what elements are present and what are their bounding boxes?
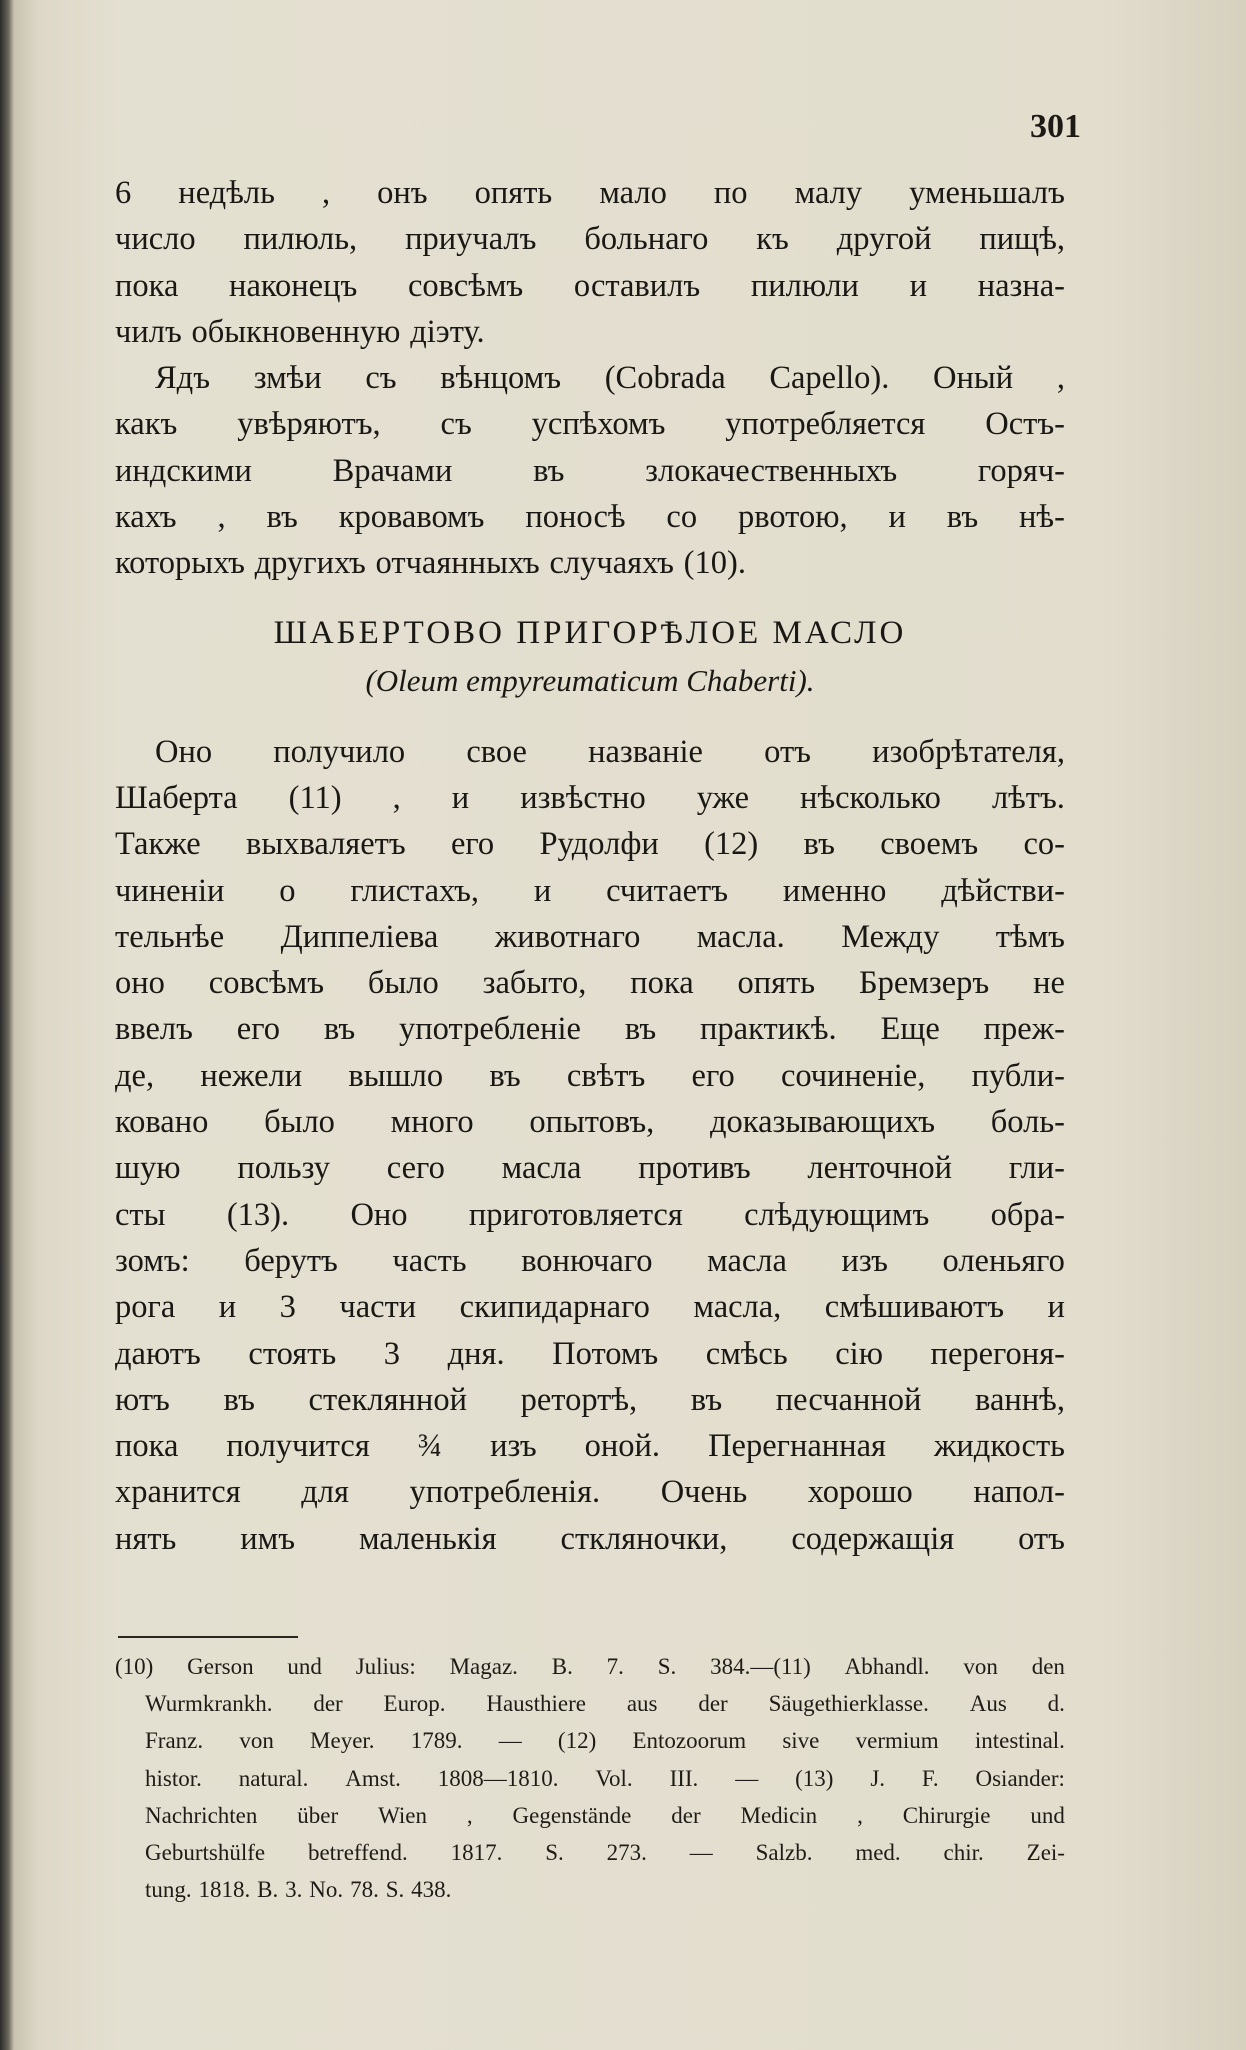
text-line: зомъ: берутъ часть вонючаго масла изъ оленьяго xyxy=(115,1242,1065,1279)
footnote-divider xyxy=(118,1636,298,1638)
footnotes xyxy=(115,1648,1065,1908)
text-line: нять имъ маленькія стклянoчки, содержащія отъ xyxy=(115,1520,1065,1557)
section-heading: ШАБЕРТОВО ПРИГОРѢЛОЕ МАСЛО xyxy=(273,614,907,651)
text-line: пока получится ¾ изъ оной. Перегнанная жидкость xyxy=(115,1428,1065,1465)
text-line: де, нежели вышло въ свѣтъ его сочиненіе, публи- xyxy=(115,1057,1065,1094)
footnote-line: Wurmkrankh. der Europ. Hausthiere aus der Säugethierklasse. Aus d. xyxy=(145,1691,1065,1717)
text-line: пока наконецъ совсѣмъ оставилъ пилюли и назна- xyxy=(115,267,1065,304)
text-line: оно совсѣмъ было забыто, пока опять Бремзеръ не xyxy=(115,965,1065,1002)
footnote-line: Franz. von Meyer. 1789. — (12) Entozoorum sive vermium intestinal. xyxy=(145,1728,1065,1754)
text-line: индскими Врачами въ злокачественныхъ горяч- xyxy=(115,452,1065,489)
text-line: чиненіи о глистахъ, и считаетъ именно дѣйстви- xyxy=(115,872,1065,909)
text-line: Шаберта (11) , и извѣстно уже нѣсколько лѣтъ. xyxy=(115,779,1065,816)
footnote-line: tung. 1818. B. 3. No. 78. S. 438. xyxy=(145,1877,452,1903)
text-line: шую пользу сего масла противъ ленточной гли- xyxy=(115,1150,1065,1187)
page-number: 301 xyxy=(1030,108,1081,145)
section-subheading: (Oleum empyreumaticum Chaberti). xyxy=(365,662,815,698)
text-line: сты (13). Оно приготовляется слѣдующимъ обра- xyxy=(115,1196,1065,1233)
text-line: тельнѣе Диппеліева животнаго масла. Между тѣмъ xyxy=(115,918,1065,955)
main-text xyxy=(115,170,1065,1562)
footnote-line: Geburtshülfe betreffend. 1817. S. 273. — Salzb. med. chir. Zei- xyxy=(145,1839,1065,1865)
book-spine-shadow xyxy=(0,0,14,2050)
text-line: число пилюль, приучалъ больнаго къ другой пищѣ, xyxy=(115,221,1065,258)
text-line: Также выхваляетъ его Рудолфи (12) въ своемъ со- xyxy=(115,826,1065,863)
text-line: Ядъ змѣи съ вѣнцомъ (Cobrada Capello). Оный , xyxy=(155,360,1065,397)
text-line: кахъ , въ кровавомъ поносѣ со рвотою, и въ нѣ- xyxy=(115,499,1065,536)
text-line: какъ увѣряютъ, съ успѣхомъ употребляется Остъ- xyxy=(115,406,1065,443)
text-line: ютъ въ стеклянной ретортѣ, въ песчанной ваннѣ, xyxy=(115,1381,1065,1418)
text-line: рога и 3 части скипидарнаго масла, смѣшиваютъ и xyxy=(115,1289,1065,1326)
text-line: даютъ стоять 3 дня. Потомъ смѣсь сію перегоня- xyxy=(115,1335,1065,1372)
footnote-line: (10) Gerson und Julius: Magaz. B. 7. S. 384.—(11) Abhandl. von den xyxy=(115,1654,1065,1679)
text-line: которыхъ другихъ отчаянныхъ случаяхъ (10). xyxy=(115,545,746,582)
footnote-line: histor. natural. Amst. 1808—1810. Vol. III. — (13) J. F. Osiander: xyxy=(145,1765,1065,1791)
text-line: Оно получило свое названіе отъ изобрѣтателя, xyxy=(155,733,1065,770)
text-line: ковано было много опытовъ, доказывающихъ боль- xyxy=(115,1104,1065,1141)
footnote-line: Nachrichten über Wien , Gegenstände der Medicin , Chirurgie und xyxy=(145,1802,1065,1828)
text-line: ввелъ его въ употребленіе въ практикѣ. Еще преж- xyxy=(115,1011,1065,1048)
text-line: чилъ обыкновенную діэту. xyxy=(115,313,485,350)
text-line: хранится для употребленія. Очень хорошо напол- xyxy=(115,1474,1065,1511)
text-line: 6 недѣль , онъ опять мало по малу уменьшалъ xyxy=(115,175,1065,211)
